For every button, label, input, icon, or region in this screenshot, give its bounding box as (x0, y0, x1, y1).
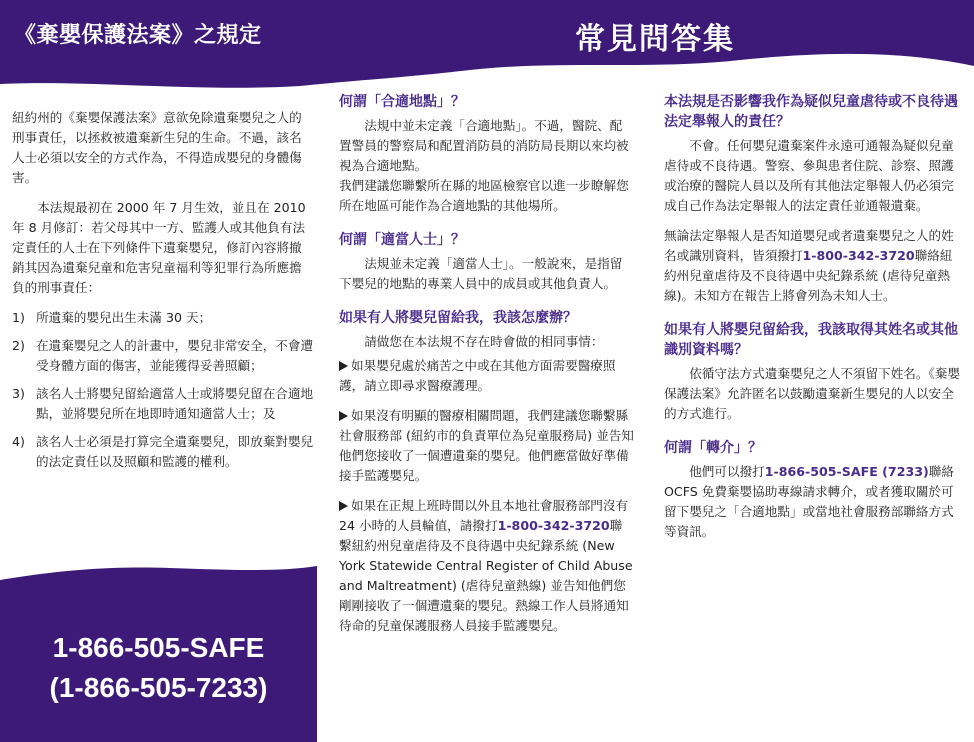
triangle-bullet-icon (339, 501, 348, 511)
faq-answer: 依循守法方式遺棄嬰兒之人不須留下姓名。《棄嬰保護法案》允許匿名以鼓勵遺棄新生嬰兒的人以安全的方式進行。 (664, 366, 960, 421)
faq-answer: 請做您在本法規不存在時會做的相同事情： (364, 334, 604, 349)
list-item: 2) 在遺棄嬰兒之人的計畫中，嬰兒非常安全，不會遭受身體方面的傷害，並能獲得妥善照顧； (12, 338, 314, 373)
faq-what-to-do (339, 308, 634, 636)
middle-column (339, 92, 634, 650)
faq-referral (664, 438, 960, 542)
faq-heading: 何謂「轉介」？ (664, 440, 762, 456)
conditions-list (12, 308, 314, 472)
left-title: 《棄嬰保護法案》之規定 (14, 23, 262, 48)
right-column (664, 92, 960, 556)
faq-heading: 如果有人將嬰兒留給我，我該取得其姓名或其他識別資料嗎？ (664, 322, 958, 358)
faq-heading: 如果有人將嬰兒留給我，我該怎麼辦？ (339, 310, 577, 326)
triangle-bullet-icon (339, 361, 348, 371)
list-item: 1) 所遺棄的嬰兒出生未滿 30 天； (12, 310, 212, 325)
hotline-number: 1-800-342-3720 (497, 518, 610, 533)
faq-mandated-reporter (664, 92, 960, 306)
left-column (12, 108, 314, 480)
faq-answer: 法規並未定義「適當人士」。一般說來，是指留下嬰兒的地點的專業人員中的成員或其他負責人。 (339, 256, 623, 291)
faq-answer: 法規中並未定義「合適地點」。不過，醫院、配置警員的警察局和配置消防員的消防局長期以來均被視為合適地點。 (339, 118, 629, 173)
bullet-item: 如果在正規上班時間以外且本地社會服務部門沒有 24 小時的人員輪值，請撥打1-800-342-3720聯繫紐約州兒童虐待及不良待遇中央紀錄系統 (New York Statewide Central Register of Child Abuse and Maltreatment) (虐待兒童熱線) 並告知他們您剛剛接收了一個遭遺棄的嬰兒。熱線工作人員將通知待命的兒童保護服務人員接手監護嬰兒。 (339, 498, 633, 633)
hotline-phone-digits: (1-866-505-7233) (49, 672, 268, 703)
intro-paragraph: 紐約州的《棄嬰保護法案》意欲免除遺棄嬰兒之人的刑事責任，以拯救被遺棄新生兒的生命。不過，該名人士必須以安全的方式作為，不得造成嬰兒的身體傷害。 (12, 110, 302, 185)
faq-identification (664, 320, 960, 424)
history-paragraph: 本法規最初在 2000 年 7 月生效，並且在 2010 年 8 月修訂：若父母其中一方、監護人或其他負有法定責任的人士在下列條件下遺棄嬰兒，修訂內容將撤銷其因為遺棄兒童和危害兒童福利等犯罪行為所應擔負的刑事責任： (12, 200, 306, 295)
faq-answer: 無論法定舉報人是否知道嬰兒或者遺棄嬰兒之人的姓名或識別資料，皆須撥打1-800-342-3720聯絡紐約州兒童虐待及不良待遇中央紀錄系統 (虐待兒童熱線)。未知方在報告上將會列為未知人士。 (664, 228, 954, 303)
list-item: 4) 該名人士必須是打算完全遺棄嬰兒，即放棄對嬰兒的法定責任以及照顧和監護的權利。 (12, 434, 314, 469)
faq-heading: 何謂「合適地點」？ (339, 94, 465, 110)
list-item: 3) 該名人士將嬰兒留給適當人士或將嬰兒留在合適地點，並將嬰兒所在地即時通知適當人士；及 (12, 386, 314, 421)
hotline-phone: 1-866-505-SAFE (52, 632, 265, 663)
faq-answer: 不會。任何嬰兒遺棄案件永遠可通報為疑似兒童虐待或不良待遇。警察、參與患者住院、診察、照護或治療的醫院人員以及所有其他法定舉報人仍必須完成自己作為法定舉報人的法定責任並通報遺棄。 (664, 138, 954, 213)
triangle-bullet-icon (339, 411, 348, 421)
hotline-number: 1-866-505-SAFE (7233) (764, 464, 929, 479)
faq-suitable-location (339, 92, 634, 216)
bullet-item: 如果嬰兒處於痛苦之中或在其他方面需要醫療照護，請立即尋求醫療護理。 (339, 358, 616, 393)
header-banner (0, 0, 974, 92)
faq-answer: 他們可以撥打1-866-505-SAFE (7233)聯絡 OCFS 免費棄嬰協助專線請求轉介，或者獲取關於可留下嬰兒之「合適地點」或當地社會服務部聯絡方式等資訊。 (664, 464, 954, 539)
faq-heading: 本法規是否影響我作為疑似兒童虐待或不良待遇法定舉報人的責任？ (664, 94, 958, 130)
faq-answer: 我們建議您聯繫所在縣的地區檢察官以進一步瞭解您所在地區可能作為合適地點的其他場所。 (339, 178, 629, 213)
hotline-number: 1-800-342-3720 (802, 248, 915, 263)
bullet-item: 如果沒有明顯的醫療相關問題，我們建議您聯繫縣社會服務部 (紐約市的負責單位為兒童服務局) 並告知他們您接收了一個遭遺棄的嬰兒。他們應當做好準備接手監護嬰兒。 (339, 408, 634, 483)
faq-heading: 何謂「適當人士」？ (339, 232, 465, 248)
page-title: 常見問答集 (575, 22, 735, 57)
faq-appropriate-person (339, 230, 634, 294)
